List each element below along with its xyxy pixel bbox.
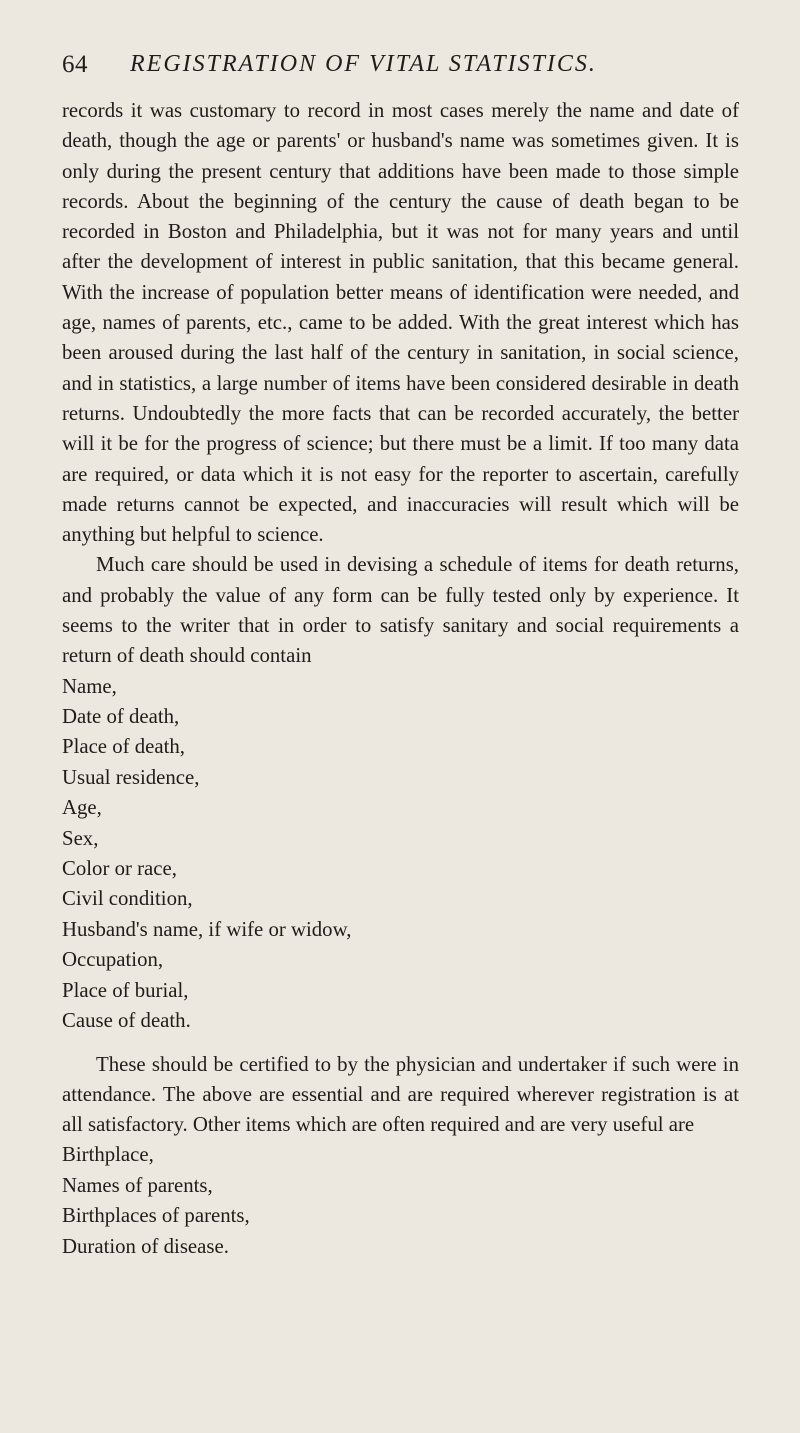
paragraph-records: records it was customary to record in most cases merely the name and date of death, though the age or parents' or husband's name was sometimes given. It is only during the present century that additions have been made to those simple records. About the beginning of the century the cause of death began to be recorded in Boston and Philadelphia, but it was not for many years and until after the development of interest in public sanitation, that this became general. With the increase of population better means of identification were needed, and age, names of parents, etc., came to be added. With the great interest which has been aroused during the last half of the century in sanitation, in social science, and in statistics, a large number of items have been considered desirable in death returns. Undoubtedly the more facts that can be recorded accurately, the better will it be for the progress of science; but there must be a limit. If too many data are required, or data which it is not easy for the reporter to ascertain, carefully made returns cannot be expected, and inaccuracies will result which will be anything but helpful to science. xyxy=(62,99,739,547)
list-item: Duration of disease. xyxy=(62,1234,229,1258)
list-item: Birthplace, xyxy=(62,1143,154,1167)
paragraph-certification: These should be certified to by the physician and undertaker if such were in attendance. The above are essential and are required wherever registration is at all satisfactory. Other items which are often required and are very useful are xyxy=(62,1052,739,1137)
list-item: Usual residence, xyxy=(62,765,200,789)
list-item: Birthplaces of parents, xyxy=(62,1204,250,1228)
section-spacer xyxy=(62,1037,739,1050)
list-item: Cause of death. xyxy=(62,1009,191,1033)
list-item: Sex, xyxy=(62,826,99,850)
list-item: Place of burial, xyxy=(62,978,189,1002)
list-item: Civil condition, xyxy=(62,887,193,911)
list-item: Color or race, xyxy=(62,857,177,881)
useful-items-list xyxy=(62,1140,739,1262)
list-item: Place of death, xyxy=(62,735,185,759)
running-title: REGISTRATION OF VITAL STATISTICS. xyxy=(130,51,597,77)
essential-items-list xyxy=(62,672,739,1037)
list-item: Names of parents, xyxy=(62,1173,213,1197)
list-item: Date of death, xyxy=(62,705,180,729)
page-body xyxy=(62,96,739,1262)
paragraph-schedule: Much care should be used in devising a schedule of items for death returns, and probably the value of any form can be fully tested only by experience. It seems to the writer that in order to satisfy sanitary and social requirements a return of death should contain xyxy=(62,553,739,668)
list-item: Name, xyxy=(62,674,117,698)
list-item: Occupation, xyxy=(62,948,164,972)
page-number: 64 xyxy=(62,51,88,78)
running-header xyxy=(62,46,739,88)
list-item: Husband's name, if wife or widow, xyxy=(62,917,352,941)
list-item: Age, xyxy=(62,796,102,820)
